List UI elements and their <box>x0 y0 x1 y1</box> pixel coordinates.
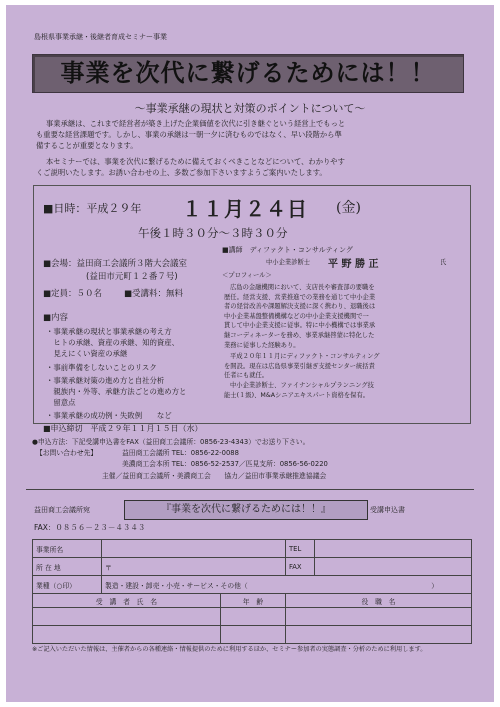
form-recipient: 益田商工会議所宛 <box>34 506 90 514</box>
company-field[interactable] <box>102 540 286 558</box>
contact-line: 美濃商工会本所 TEL：0856-52-2537／匹見支所：0856-56-0220 <box>122 460 328 468</box>
table-row <box>33 576 472 594</box>
company-label: 事業所名 <box>33 540 102 558</box>
date-time: 午後１時３０分～３時３０分 <box>138 226 288 240</box>
intro-line: 備することが重要となります。 <box>36 141 138 150</box>
profile-line: 能士(１級)、M&Aシニアエキスパート資格を保有。 <box>224 391 370 399</box>
profile-label: ＜プロフィール＞ <box>222 272 272 279</box>
form-title: 『事業を次代に繋げるためには！！』 <box>161 504 331 515</box>
content-label: ■内容 <box>43 313 69 323</box>
position-header: 役 職 名 <box>286 594 472 608</box>
industry-options: 製造・建設・卸売・小売・サービス・その他（ <box>105 581 248 590</box>
content-item: ヒトの承継、資産の承継、知的資産、 <box>46 338 180 347</box>
profile-line: 中小企業基盤整備機構などの中小企業支援機関で一 <box>224 312 369 320</box>
age-header: 年 齢 <box>221 594 286 608</box>
industry-field[interactable] <box>102 576 472 594</box>
table-row <box>33 594 472 608</box>
profile-line: 業務に従事した経験あり。 <box>224 341 300 349</box>
attendee-name-field[interactable] <box>33 608 221 626</box>
application-form-table <box>32 539 472 644</box>
name-header: 受 講 者 氏 名 <box>33 594 221 608</box>
intro-line: 事業承継は、これまで経営者が築き上げた企業価値を次代に引き継ぐという経営上でもっと <box>46 119 346 128</box>
profile-line: を開設。現在は広島県事業引継ぎ支援センター統括責 <box>224 362 375 370</box>
title-banner <box>32 54 464 93</box>
profile-line: 者の経営改善や課題解決支援に深く携わり、退職後は <box>224 303 376 311</box>
table-row <box>33 540 472 558</box>
organizers: 主催／益田商工会議所・美濃商工会 協力／益田市事業承継推進協議会 <box>102 472 327 480</box>
speaker-name: 平 野 勝 正 <box>328 259 379 270</box>
date-weekday: (金) <box>336 200 361 216</box>
intro-line: も重要な経営課題です。しかし、事業の承継は一朝一夕に済むものではなく、早い段階から準 <box>36 130 342 139</box>
capacity: ■定員：５０名 <box>43 289 103 299</box>
speaker-role: 中小企業診断士 <box>266 259 311 266</box>
content-item: ・事業承継対策の進め方と自社分析 <box>46 376 165 385</box>
content-item: 親族内・外等、承継方法ごとの進め方と <box>46 387 187 396</box>
speaker-honorific: 氏 <box>440 259 447 266</box>
contact-line: 益田商工会議所 TEL：0856-22-0088 <box>122 449 239 457</box>
tel-label: TEL <box>286 540 315 558</box>
deadline: ■申込締切 平成２９年１１月１５日（水） <box>43 424 203 433</box>
fee: ■受講料：無料 <box>124 289 184 299</box>
attendee-position-field[interactable] <box>286 626 472 644</box>
profile-line: 広島の金融機関において、支店長や審査部の要職を <box>230 284 375 291</box>
attendee-name-field[interactable] <box>33 626 221 644</box>
postal-mark: 〒 <box>105 563 112 572</box>
venue-address: (益田市元町１２番７号) <box>86 272 178 282</box>
profile-line: 継コーディネーターを務め、事業承継啓蒙に特化した <box>224 332 375 339</box>
attendee-position-field[interactable] <box>286 608 472 626</box>
address-field[interactable] <box>102 558 286 576</box>
date-day: １１月２４日 <box>182 197 308 221</box>
profile-line: 任者にも就任。 <box>224 372 269 380</box>
speaker-panel <box>220 246 464 399</box>
fax-label: FAX <box>286 558 315 576</box>
venue-label: ■会場：益田商工会議所３階大会議室 <box>43 259 188 269</box>
intro-line: くご説明いたします。お誘い合わせの上、多数ご参加下さいますようご案内いたします。 <box>36 168 327 177</box>
profile-line: 歴任。経営支援、営業推進での業務を通じて中小企業 <box>224 293 376 301</box>
attendee-age-field[interactable] <box>221 608 286 626</box>
content-item: ・事業承継の成功例・失敗例 など <box>46 411 172 420</box>
form-title-suffix: 受講申込書 <box>370 506 405 514</box>
flyer-page <box>6 5 494 702</box>
main-title: 事業を次代に繋げるためには！！ <box>60 59 436 87</box>
profile-line: 中小企業診断士、ファイナンシャルプランニング技 <box>230 382 374 389</box>
table-row <box>33 558 472 576</box>
cut-line <box>26 489 474 490</box>
profile-line: 平成２０年１１月にディファクト・コンサルティング <box>230 353 380 360</box>
address-label: 所 在 地 <box>33 558 102 576</box>
content-item: 見えにくい資産の承継 <box>46 349 128 358</box>
fax-field[interactable] <box>315 558 472 576</box>
speaker-label: ■講師 ディファクト・コンサルティング <box>222 246 353 254</box>
table-row <box>33 626 472 644</box>
contact-label: 【お問い合わせ先】 <box>36 449 98 457</box>
table-row <box>33 608 472 626</box>
tel-field[interactable] <box>315 540 472 558</box>
industry-close: ） <box>431 581 438 590</box>
form-title-box <box>124 500 368 520</box>
intro-line: 本セミナーでは、事業を次代に繋げるために備えておくべきことなどについて、わかりやす <box>46 157 345 166</box>
form-fax-number: FAX：０８５６－２３－４３４３ <box>34 523 146 532</box>
industry-label: 業種（○印） <box>33 576 102 594</box>
date-label: ■日時：平成２９年 <box>43 202 142 215</box>
content-item: ・事業承継の現状と事業承継の考え方 <box>46 327 172 336</box>
profile-line: 貫して中小企業支援に従事。特に中小機構では事業承 <box>224 322 376 330</box>
content-item: ・事前準備をしないことのリスク <box>46 363 157 372</box>
footnote: ※ご記入いただいた情報は、主催者からの各種連絡・情報提供のために利用するほか、セミナー参加者の実態調査・分析のために利用します。 <box>32 646 427 653</box>
attendee-age-field[interactable] <box>221 626 286 644</box>
content-item: 留意点 <box>46 398 76 407</box>
apply-method: ●申込方法：下記受講申込書をFAX（益田商工会議所：0856-23-4343）でお送り下さい。 <box>32 438 310 446</box>
organizer-caption: 島根県事業承継・後継者育成セミナー事業 <box>34 33 167 41</box>
subtitle: ～事業承継の現状と対策のポイントについて～ <box>134 102 366 115</box>
